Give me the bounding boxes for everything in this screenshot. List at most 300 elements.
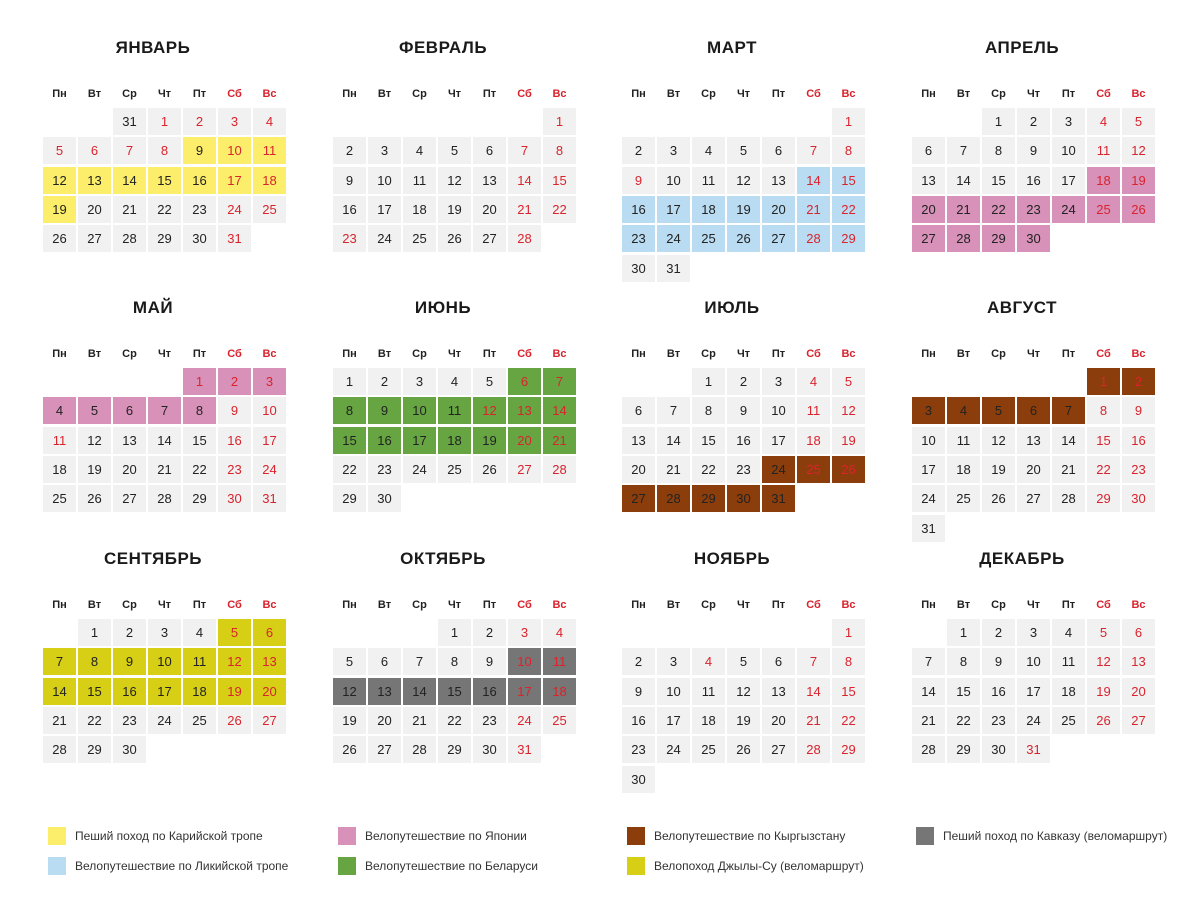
calendar-day: 28 (797, 225, 830, 252)
calendar-day: 27 (113, 485, 146, 512)
calendar-day: 5 (1087, 619, 1120, 646)
calendar-day: 26 (78, 485, 111, 512)
calendar-day: 6 (762, 137, 795, 164)
calendar-day: 7 (43, 648, 76, 675)
calendar-day: 4 (543, 619, 576, 646)
legend-label: Велопутешествие по Беларуси (365, 859, 538, 873)
weekday-label: Чт (447, 88, 462, 100)
weekday-label: Ср (991, 599, 1006, 611)
calendar-day: 2 (473, 619, 506, 646)
weekday-label: Сб (806, 88, 821, 100)
calendar-day: 2 (982, 619, 1015, 646)
calendar-day: 25 (692, 736, 725, 763)
legend-label: Пеший поход по Карийской тропе (75, 829, 263, 843)
weekday-label: Пн (52, 599, 67, 611)
calendar-day: 28 (148, 485, 181, 512)
calendar-day: 15 (438, 678, 471, 705)
calendar-day: 4 (1052, 619, 1085, 646)
calendar-day: 13 (253, 648, 286, 675)
calendar-day: 4 (692, 137, 725, 164)
calendar-day: 19 (982, 456, 1015, 483)
calendar-day: 10 (508, 648, 541, 675)
calendar-day: 21 (113, 196, 146, 223)
calendar-day: 3 (762, 368, 795, 395)
calendar-day: 8 (982, 137, 1015, 164)
calendar-day: 5 (333, 648, 366, 675)
calendar-day: 1 (333, 368, 366, 395)
calendar-day: 8 (148, 137, 181, 164)
calendar-day: 14 (797, 167, 830, 194)
calendar-day: 28 (947, 225, 980, 252)
calendar-day: 14 (947, 167, 980, 194)
calendar-day: 25 (43, 485, 76, 512)
weekday-label: Пн (921, 348, 936, 360)
weekday-label: Вт (87, 599, 102, 611)
calendar-day: 24 (368, 225, 401, 252)
calendar-day: 21 (43, 707, 76, 734)
calendar-day: 22 (982, 196, 1015, 223)
legend-swatch (338, 827, 356, 845)
weekday-label: Вт (666, 88, 681, 100)
calendar-day: 21 (657, 456, 690, 483)
calendar-day: 13 (78, 167, 111, 194)
calendar-day: 5 (1122, 108, 1155, 135)
calendar-day: 9 (727, 397, 760, 424)
weekday-label: Вс (262, 348, 277, 360)
calendar-day: 27 (253, 707, 286, 734)
legend-swatch (48, 857, 66, 875)
calendar-day: 22 (543, 196, 576, 223)
calendar-day: 6 (622, 397, 655, 424)
calendar-day: 14 (148, 427, 181, 454)
legend-swatch (916, 827, 934, 845)
calendar-day: 6 (762, 648, 795, 675)
weekday-label: Пт (771, 599, 786, 611)
calendar-day: 30 (368, 485, 401, 512)
weekday-label: Пн (631, 88, 646, 100)
calendar-day: 31 (508, 736, 541, 763)
weekday-label: Вс (1131, 348, 1146, 360)
calendar-day: 1 (1087, 368, 1120, 395)
calendar-day: 3 (1017, 619, 1050, 646)
calendar-day: 20 (912, 196, 945, 223)
calendar-day: 16 (183, 167, 216, 194)
calendar-day: 14 (403, 678, 436, 705)
calendar-day: 23 (727, 456, 760, 483)
calendar-day: 10 (253, 397, 286, 424)
calendar-day: 5 (982, 397, 1015, 424)
legend-item-kyrgyz (627, 827, 845, 845)
calendar-day: 13 (113, 427, 146, 454)
calendar-day: 5 (218, 619, 251, 646)
calendar-day: 20 (762, 707, 795, 734)
calendar-day: 22 (1087, 456, 1120, 483)
calendar-day: 7 (148, 397, 181, 424)
month-title: ДЕКАБРЬ (979, 549, 1065, 568)
calendar-day: 7 (912, 648, 945, 675)
calendar-day: 7 (947, 137, 980, 164)
calendar-day: 8 (947, 648, 980, 675)
calendar-day: 16 (113, 678, 146, 705)
calendar-day: 10 (403, 397, 436, 424)
calendar-day: 23 (1017, 196, 1050, 223)
legend-swatch (627, 827, 645, 845)
calendar-day: 7 (508, 137, 541, 164)
calendar-day: 3 (403, 368, 436, 395)
calendar-day: 1 (78, 619, 111, 646)
calendar-day: 31 (912, 515, 945, 542)
calendar-day: 13 (368, 678, 401, 705)
calendar-day: 23 (1122, 456, 1155, 483)
weekday-label: Сб (806, 348, 821, 360)
calendar-day: 20 (368, 707, 401, 734)
calendar-day: 2 (622, 137, 655, 164)
weekday-label: Пт (192, 599, 207, 611)
calendar-day: 11 (797, 397, 830, 424)
weekday-label: Ср (991, 348, 1006, 360)
calendar-day: 13 (1017, 427, 1050, 454)
calendar-day: 22 (832, 196, 865, 223)
calendar-day: 27 (368, 736, 401, 763)
calendar-day: 4 (797, 368, 830, 395)
calendar-day: 12 (727, 167, 760, 194)
calendar-day: 21 (403, 707, 436, 734)
calendar-day: 4 (438, 368, 471, 395)
calendar-day: 18 (692, 196, 725, 223)
calendar-day: 26 (1122, 196, 1155, 223)
calendar-day: 19 (832, 427, 865, 454)
legend-swatch (627, 857, 645, 875)
weekday-label: Вт (666, 348, 681, 360)
legend-label: Пеший поход по Кавказу (веломаршрут) (943, 829, 1168, 843)
calendar-day: 17 (218, 167, 251, 194)
calendar-day: 16 (622, 196, 655, 223)
calendar-day: 11 (543, 648, 576, 675)
calendar-day: 3 (657, 137, 690, 164)
calendar-day: 25 (797, 456, 830, 483)
calendar-day: 19 (473, 427, 506, 454)
calendar-day: 17 (368, 196, 401, 223)
calendar-day: 17 (657, 707, 690, 734)
weekday-label: Сб (227, 599, 242, 611)
weekday-label: Пн (52, 88, 67, 100)
calendar-day: 25 (403, 225, 436, 252)
calendar-day: 27 (622, 485, 655, 512)
calendar-day: 23 (982, 707, 1015, 734)
calendar-day: 2 (113, 619, 146, 646)
calendar-day: 21 (508, 196, 541, 223)
calendar-day: 10 (218, 137, 251, 164)
calendar-day: 20 (78, 196, 111, 223)
calendar-day: 11 (183, 648, 216, 675)
calendar-day: 24 (657, 736, 690, 763)
month-title: ФЕВРАЛЬ (398, 38, 488, 57)
calendar-day: 15 (78, 678, 111, 705)
calendar-day: 23 (113, 707, 146, 734)
calendar-day: 13 (762, 167, 795, 194)
calendar-day: 12 (832, 397, 865, 424)
calendar-day: 28 (912, 736, 945, 763)
weekday-label: Вс (552, 599, 567, 611)
calendar-day: 26 (473, 456, 506, 483)
calendar-day: 1 (832, 108, 865, 135)
calendar-day: 16 (1122, 427, 1155, 454)
calendar-day: 20 (622, 456, 655, 483)
calendar-day: 14 (543, 397, 576, 424)
weekday-label: Вс (1131, 599, 1146, 611)
calendar-day: 24 (403, 456, 436, 483)
month-title: МАЙ (132, 298, 174, 317)
weekday-label: Ср (122, 599, 137, 611)
weekday-label: Вт (377, 599, 392, 611)
calendar-day: 24 (148, 707, 181, 734)
calendar-day: 5 (727, 137, 760, 164)
month-title: АВГУСТ (986, 298, 1057, 317)
calendar-day: 4 (403, 137, 436, 164)
calendar-day: 1 (543, 108, 576, 135)
weekday-label: Вс (262, 88, 277, 100)
legend-item-belarus (338, 857, 538, 875)
month-title: ОКТЯБРЬ (400, 549, 486, 568)
calendar-day: 25 (183, 707, 216, 734)
calendar-day: 5 (43, 137, 76, 164)
calendar-day: 11 (253, 137, 286, 164)
calendar-day: 30 (1122, 485, 1155, 512)
calendar-day: 12 (78, 427, 111, 454)
calendar-day: 6 (1122, 619, 1155, 646)
calendar-day: 19 (43, 196, 76, 223)
calendar-day: 4 (947, 397, 980, 424)
calendar-day: 9 (113, 648, 146, 675)
weekday-label: Сб (517, 599, 532, 611)
weekday-label: Вс (841, 599, 856, 611)
calendar-day: 5 (78, 397, 111, 424)
calendar-day: 21 (543, 427, 576, 454)
calendar-day: 2 (368, 368, 401, 395)
calendar-day: 29 (982, 225, 1015, 252)
calendar-day: 3 (657, 648, 690, 675)
calendar-day: 20 (253, 678, 286, 705)
calendar-day: 12 (727, 678, 760, 705)
calendar-day: 12 (438, 167, 471, 194)
month-title: НОЯБРЬ (693, 549, 771, 568)
calendar-day: 2 (218, 368, 251, 395)
legend-label: Велопоход Джылы-Су (веломаршрут) (654, 859, 864, 873)
weekday-label: Сб (517, 348, 532, 360)
calendar-day: 20 (473, 196, 506, 223)
calendar-day: 26 (727, 736, 760, 763)
calendar-day: 23 (183, 196, 216, 223)
calendar-day: 9 (473, 648, 506, 675)
calendar-day: 18 (1087, 167, 1120, 194)
calendar-day: 3 (508, 619, 541, 646)
calendar-day: 9 (982, 648, 1015, 675)
weekday-label: Чт (157, 348, 172, 360)
calendar-day: 1 (947, 619, 980, 646)
calendar-day: 20 (508, 427, 541, 454)
weekday-label: Вс (1131, 88, 1146, 100)
calendar-day: 18 (253, 167, 286, 194)
weekday-label: Вт (666, 599, 681, 611)
calendar-day: 22 (947, 707, 980, 734)
weekday-label: Вт (377, 348, 392, 360)
calendar-day: 11 (1052, 648, 1085, 675)
month-title: АПРЕЛЬ (984, 38, 1060, 57)
weekday-label: Вс (841, 88, 856, 100)
calendar-day: 2 (183, 108, 216, 135)
calendar-day: 17 (657, 196, 690, 223)
legend-label: Велопутешествие по Ликийской тропе (75, 859, 289, 873)
calendar-day: 30 (982, 736, 1015, 763)
legend-item-japan (338, 827, 527, 845)
calendar-day: 16 (218, 427, 251, 454)
calendar-day: 30 (622, 766, 655, 793)
weekday-label: Ср (991, 88, 1006, 100)
weekday-label: Чт (157, 88, 172, 100)
calendar-day: 6 (113, 397, 146, 424)
calendar-day: 29 (692, 485, 725, 512)
weekday-label: Сб (227, 88, 242, 100)
calendar-day: 28 (1052, 485, 1085, 512)
calendar-day: 15 (333, 427, 366, 454)
calendar-day: 17 (148, 678, 181, 705)
calendar-day: 17 (1052, 167, 1085, 194)
calendar-day: 24 (912, 485, 945, 512)
calendar-day: 28 (657, 485, 690, 512)
calendar-day: 13 (912, 167, 945, 194)
calendar-day: 11 (1087, 137, 1120, 164)
calendar-day: 21 (912, 707, 945, 734)
weekday-label: Вс (552, 348, 567, 360)
calendar-day: 19 (1122, 167, 1155, 194)
legend-item-karia (48, 827, 263, 845)
month-title: МАРТ (707, 38, 757, 57)
calendar-day: 30 (183, 225, 216, 252)
calendar-day: 15 (183, 427, 216, 454)
calendar-day: 26 (333, 736, 366, 763)
calendar-day: 14 (912, 678, 945, 705)
weekday-label: Ср (122, 88, 137, 100)
calendar-day: 9 (1017, 137, 1050, 164)
calendar-day: 29 (78, 736, 111, 763)
calendar-day: 23 (333, 225, 366, 252)
weekday-label: Пт (482, 88, 497, 100)
calendar-day: 20 (113, 456, 146, 483)
weekday-label: Ср (412, 88, 427, 100)
weekday-label: Чт (157, 599, 172, 611)
calendar-day: 6 (368, 648, 401, 675)
calendar-day: 10 (368, 167, 401, 194)
calendar-day: 11 (438, 397, 471, 424)
calendar-day: 29 (832, 736, 865, 763)
calendar-day: 3 (148, 619, 181, 646)
calendar-day: 26 (438, 225, 471, 252)
calendar-day: 15 (1087, 427, 1120, 454)
weekday-label: Пн (52, 348, 67, 360)
calendar-day: 16 (727, 427, 760, 454)
calendar-day: 13 (762, 678, 795, 705)
calendar-day: 14 (797, 678, 830, 705)
weekday-label: Чт (1026, 88, 1041, 100)
calendar-day: 3 (1052, 108, 1085, 135)
calendar-day: 7 (797, 648, 830, 675)
calendar-day: 22 (78, 707, 111, 734)
calendar-day: 10 (1017, 648, 1050, 675)
calendar-day: 27 (508, 456, 541, 483)
calendar-day: 18 (947, 456, 980, 483)
calendar-day: 12 (218, 648, 251, 675)
weekday-label: Ср (701, 599, 716, 611)
calendar-day: 8 (183, 397, 216, 424)
calendar-day: 28 (43, 736, 76, 763)
calendar-day: 25 (1087, 196, 1120, 223)
calendar-day: 31 (657, 255, 690, 282)
calendar-day: 11 (692, 167, 725, 194)
calendar-day: 29 (832, 225, 865, 252)
calendar-day: 25 (692, 225, 725, 252)
calendar-day: 12 (1122, 137, 1155, 164)
weekday-label: Пт (1061, 599, 1076, 611)
calendar-day: 8 (832, 648, 865, 675)
calendar-day: 26 (982, 485, 1015, 512)
weekday-label: Сб (1096, 88, 1111, 100)
calendar-day: 2 (333, 137, 366, 164)
calendar-day: 2 (727, 368, 760, 395)
calendar-day: 12 (43, 167, 76, 194)
calendar-day: 4 (1087, 108, 1120, 135)
weekday-label: Вс (841, 348, 856, 360)
calendar-day: 10 (148, 648, 181, 675)
calendar-day: 24 (657, 225, 690, 252)
legend-item-jyly (627, 857, 864, 875)
calendar-day: 7 (657, 397, 690, 424)
calendar-day: 19 (727, 707, 760, 734)
calendar-day: 29 (947, 736, 980, 763)
calendar-day: 12 (333, 678, 366, 705)
calendar-day: 27 (473, 225, 506, 252)
calendar-day: 9 (368, 397, 401, 424)
calendar-day: 10 (1052, 137, 1085, 164)
weekday-label: Сб (227, 348, 242, 360)
calendar-day: 1 (438, 619, 471, 646)
calendar-day: 26 (832, 456, 865, 483)
weekday-label: Чт (736, 599, 751, 611)
calendar-day: 29 (1087, 485, 1120, 512)
calendar-day: 11 (692, 678, 725, 705)
calendar-day: 22 (438, 707, 471, 734)
calendar-day: 14 (113, 167, 146, 194)
weekday-label: Ср (701, 348, 716, 360)
calendar-day: 1 (183, 368, 216, 395)
calendar-day: 13 (622, 427, 655, 454)
calendar-day: 21 (1052, 456, 1085, 483)
calendar-day: 27 (762, 736, 795, 763)
calendar-day: 12 (982, 427, 1015, 454)
calendar-day: 27 (762, 225, 795, 252)
weekday-label: Вс (552, 88, 567, 100)
calendar-day: 1 (832, 619, 865, 646)
weekday-label: Чт (447, 348, 462, 360)
weekday-label: Вт (956, 599, 971, 611)
calendar-day: 28 (113, 225, 146, 252)
calendar-day: 29 (148, 225, 181, 252)
calendar-day: 16 (368, 427, 401, 454)
calendar-day: 7 (403, 648, 436, 675)
calendar-day: 18 (692, 707, 725, 734)
calendar-day: 15 (947, 678, 980, 705)
calendar-day: 2 (622, 648, 655, 675)
legend-label: Велопутешествие по Кыргызстану (654, 829, 846, 843)
